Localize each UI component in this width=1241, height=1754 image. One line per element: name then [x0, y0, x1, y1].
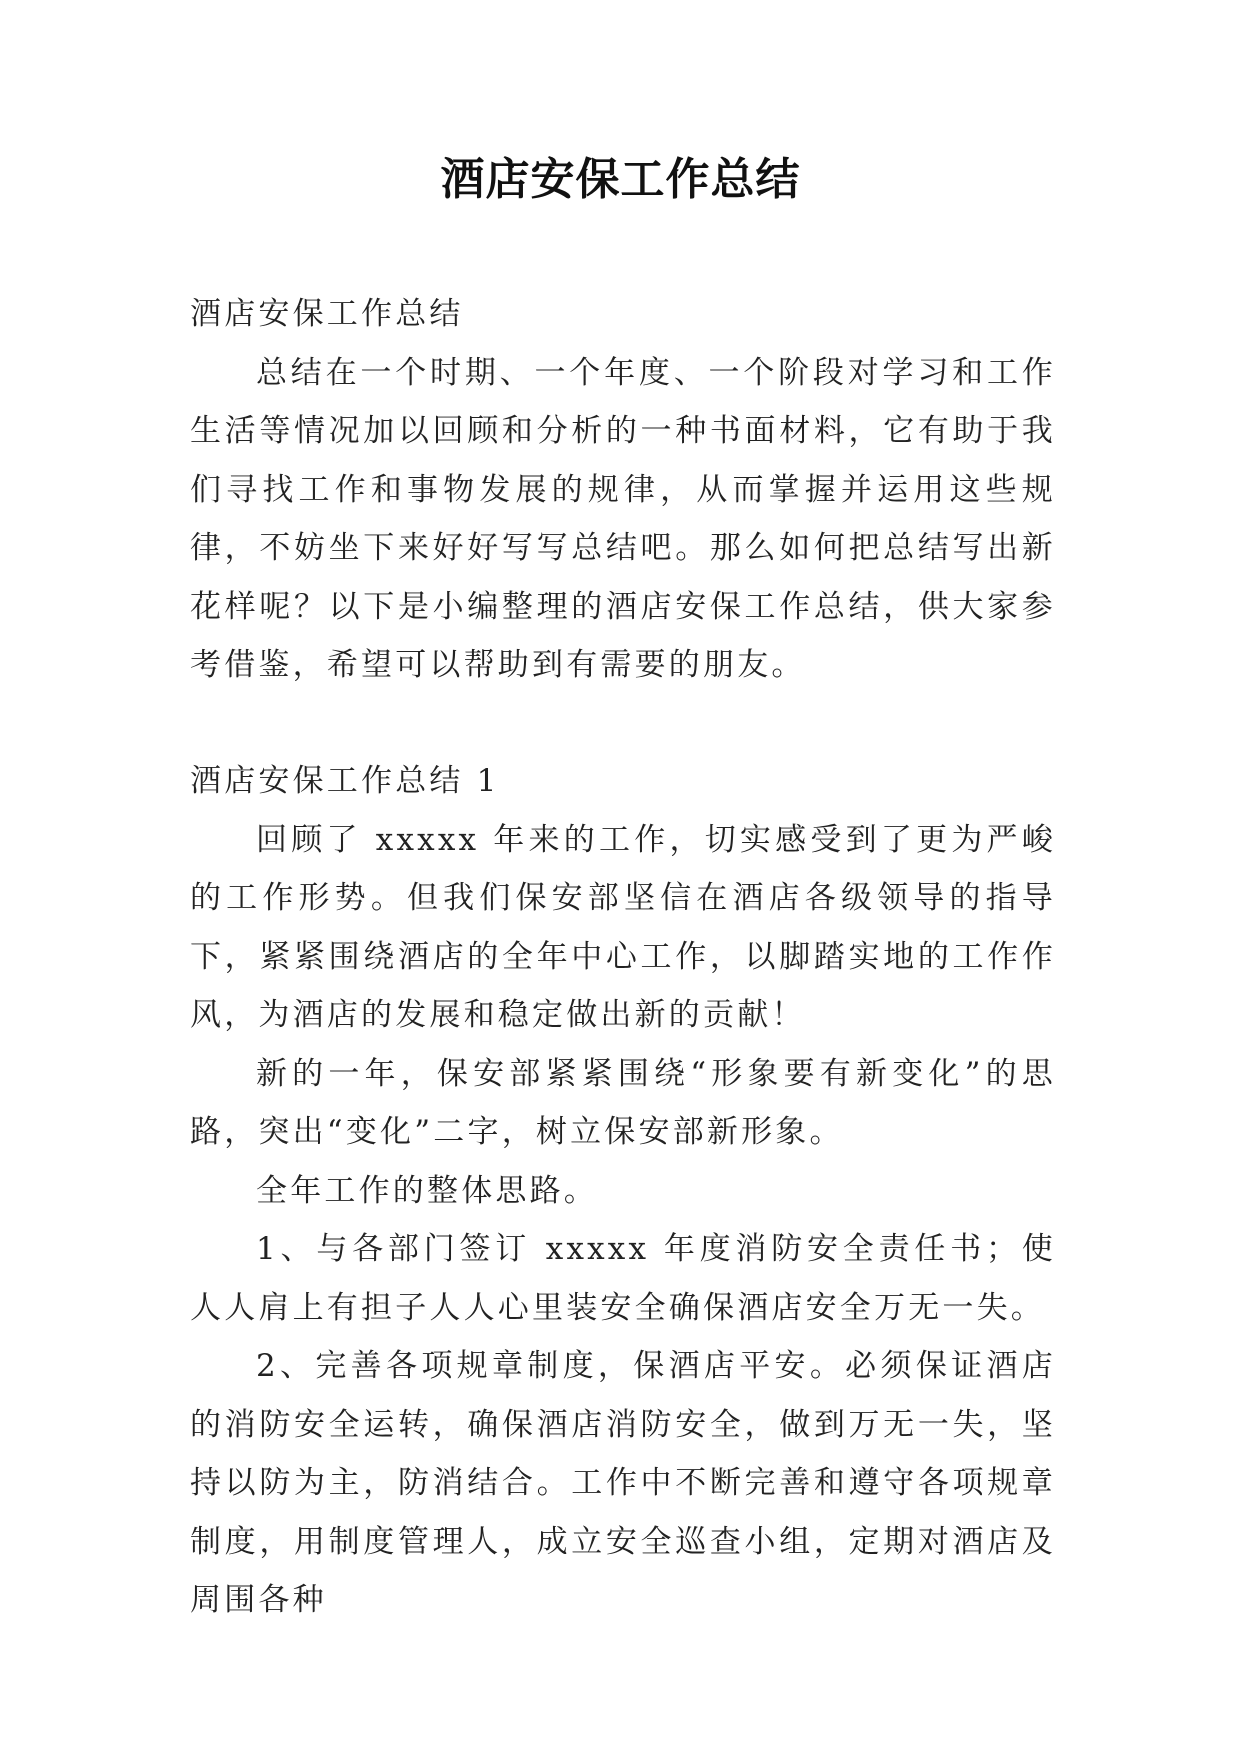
section-1-item-2: 2、完善各项规章制度，保酒店平安。必须保证酒店的消防安全运转，确保酒店消防安全，做到万无一失，坚持以防为主，防消结合。工作中不断完善和遵守各项规章制度，用制度管理人，成立安全巡查小组，定期对酒店及周围各种 [190, 1348, 1056, 1618]
document-title: 酒店安保工作总结 [440, 154, 801, 205]
intro-paragraph: 总结在一个时期、一个年度、一个阶段对学习和工作生活等情况加以回顾和分析的一种书面材料，它有助于我们寻找工作和事物发展的规律，从而掌握并运用这些规律，不妨坐下来好好写写总结吧。那么如何把总结写出新花样呢？以下是小编整理的酒店安保工作总结，供大家参考借鉴，希望可以帮助到有需要的朋友。 [190, 354, 1056, 683]
section-1-item-1: 1、与各部门签订 xxxxx 年度消防安全责任书；使人人肩上有担子人人心里装安全确保酒店安全万无一失。 [190, 1231, 1056, 1326]
section-1-heading: 酒店安保工作总结 1 [190, 763, 500, 799]
section-1-paragraph-new-year: 新的一年，保安部紧紧围绕“形象要有新变化”的思路，突出“变化”二字，树立保安部新形象。 [190, 1055, 1056, 1150]
intro-block [190, 285, 1056, 695]
section-1-paragraph-review: 回顾了 xxxxx 年来的工作，切实感受到了更为严峻的工作形势。但我们保安部坚信在酒店各级领导的指导下，紧紧围绕酒店的全年中心工作，以脚踏实地的工作作风，为酒店的发展和稳定做出新的贡献！ [190, 821, 1056, 1033]
section-1-block [190, 752, 1056, 1630]
section-1-paragraph-overall-idea: 全年工作的整体思路。 [256, 1172, 598, 1209]
intro-heading: 酒店安保工作总结 [190, 296, 464, 332]
